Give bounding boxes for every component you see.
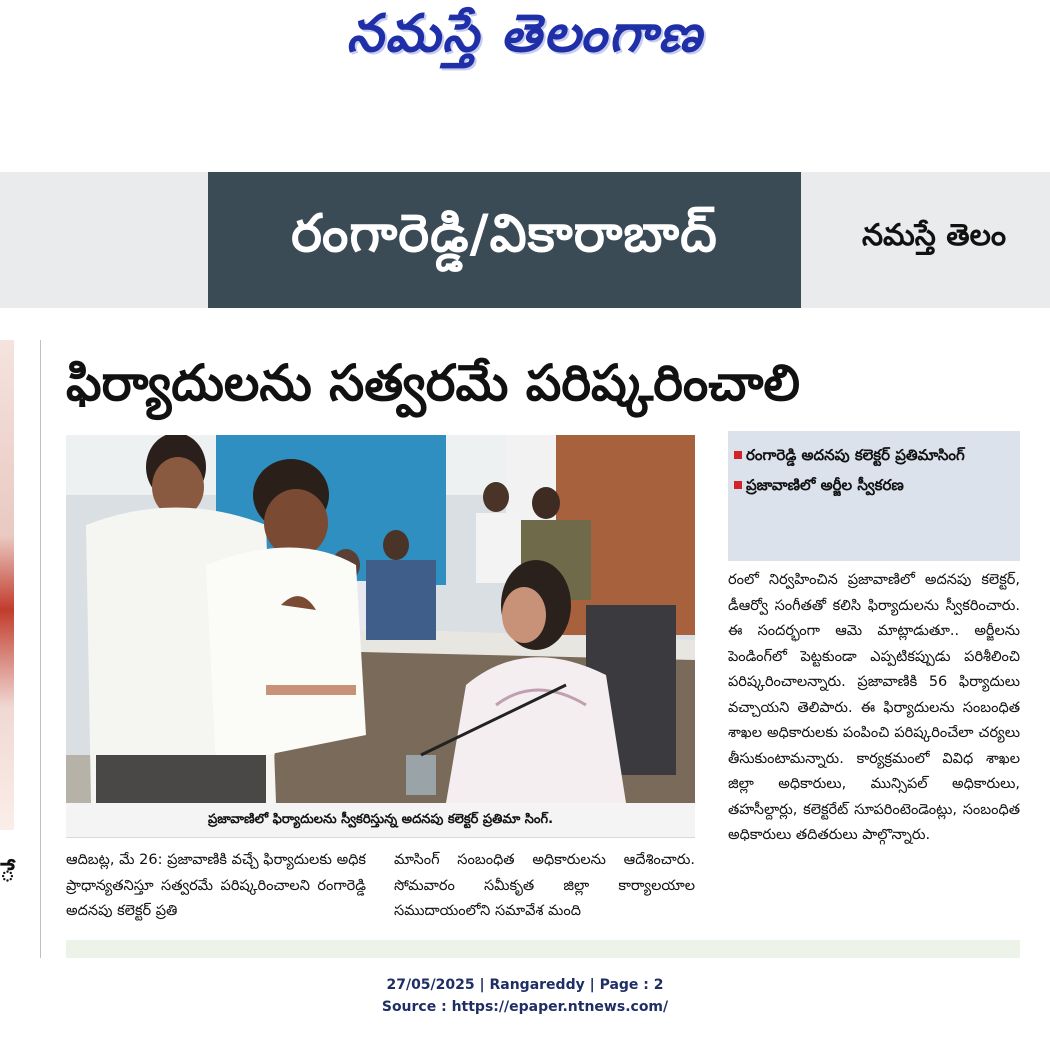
bullet-icon [734, 481, 742, 489]
next-article-strip [66, 940, 1020, 958]
adjacent-article-text: ే [0, 858, 16, 888]
section-title: రంగారెడ్డి/వికారాబాద్ [291, 203, 718, 264]
photo-illustration [66, 435, 695, 803]
article-headline: ఫిర్యాదులను సత్వరమే పరిష్కరించాలి [66, 354, 801, 412]
article-column-3: రంలో నిర్వహించిన ప్రజావాణిలో అదనపు కలెక్టర్, డీఆర్వో సంగీతతో కలిసి ఫిర్యాదులను స్వీకరించారు. ఈ సందర్భంగా ఆమె మాట్లాడుతూ.. అర్జీలను పెండింగ్‌లో పెట్టకుండా ఎప్పటికప్పుడు పరిశీలించి పరిష్కరించాలన్నారు. ప్రజావాణికి 56 ఫిర్యాదులు వచ్చాయని తెలిపారు. ఈ ఫిర్యాదులను సంబంధిత శాఖల అధికారులకు పంపించి పరిష్కరించేలా చర్యలు తీసుకుంటామన్నారు. కార్యక్రమంలో వివిధ శాఖల జిల్లా అధికారులు, మున్సిపల్ అధికారులు, తహసీల్దార్లు, కలెక్టరేట్ సూపరింటెండెంట్లు, సంబంధిత అధికారులు తదితరులు పాల్గొన్నారు. [728, 572, 1020, 843]
article-highlights [728, 431, 1020, 561]
highlight-item [734, 471, 1016, 499]
edition-info: 27/05/2025 | Rangareddy | Page : 2 [386, 977, 664, 993]
section-brand: నమస్తే తెలం [862, 218, 1007, 253]
highlight-item [734, 441, 1016, 469]
highlight-text: రంగారెడ్డి అదనపు కలెక్టర్ ప్రతిమాసింగ్ [746, 446, 965, 464]
masthead [0, 0, 1050, 80]
article-column-2: మాసింగ్ సంబంధిత అధికారులను ఆదేశించారు. సోమవారం సమీకృత జిల్లా కార్యాలయాల సముదాయంలోని సమావేశ మంది [394, 852, 695, 919]
page-footer [0, 974, 1050, 1018]
article-column-1: ఆదిబట్ల, మే 26: ప్రజావాణికి వచ్చే ఫిర్యాదులకు అధిక ప్రాధాన్యతనిస్తూ సత్వరమే పరిష్కరించాలని రంగారెడ్డి అదనపు కలెక్టర్ ప్రతి [66, 852, 366, 919]
source-link[interactable]: Source : https://epaper.ntnews.com/ [381, 999, 669, 1015]
newspaper-logo: నమస్తే తెలంగాణ [346, 4, 704, 64]
bullet-icon [734, 451, 742, 459]
highlight-text: ప్రజావాణిలో అర్జీల స్వీకరణ [746, 476, 904, 494]
photo-caption: ప్రజావాణిలో ఫిర్యాదులను స్వీకరిస్తున్న అదనపు కలెక్టర్ ప్రతిమా సింగ్. [66, 803, 695, 838]
adjacent-article-image [0, 340, 14, 830]
section-header [208, 172, 801, 308]
column-divider [40, 340, 41, 958]
article-photo [66, 435, 695, 803]
